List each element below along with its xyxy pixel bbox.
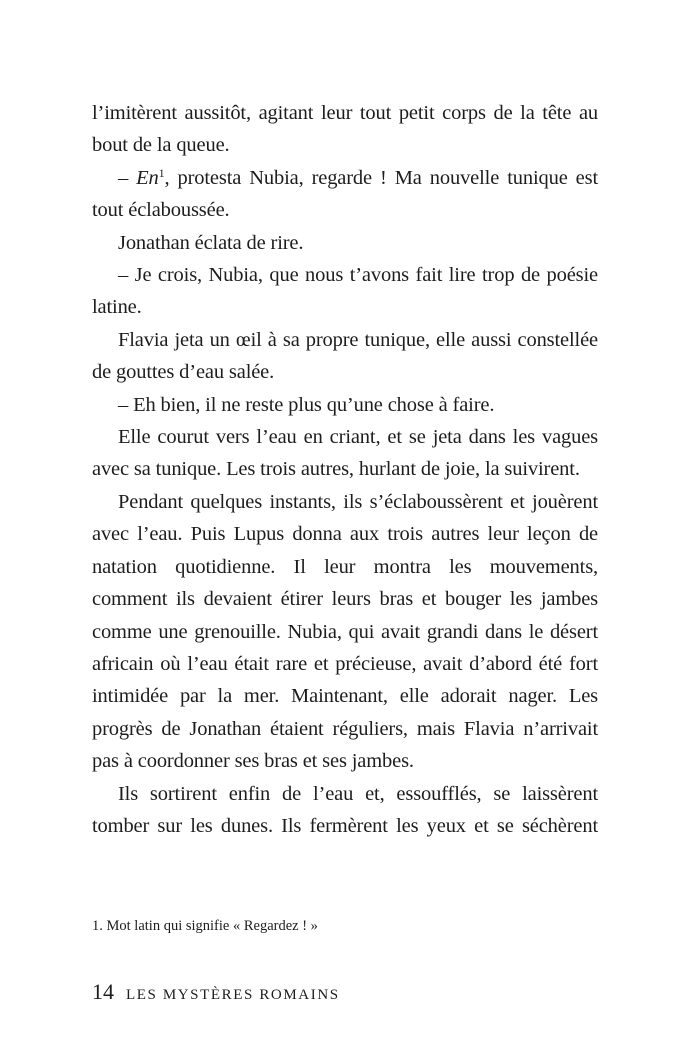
footnote-reference: 1 [158,165,165,180]
paragraph-1: l’imitèrent aussitôt, agitant leur tout petit corps de la tête au bout de la queue. [92,102,598,157]
dialogue-dash: – [118,166,137,189]
paragraph-7: Elle courut vers l’eau en criant, et se jeta dans les vagues avec sa tunique. Les trois autres, hurlant de joie, la suivirent. [92,426,598,481]
paragraph-9: Ils sortirent enfin de l’eau et, essoufflés, se laissèrent tomber sur les dunes. Ils fermèrent les yeux et se séchèrent [92,782,598,837]
latin-word: En [136,166,159,189]
paragraph-2-text: , protesta Nubia, regarde ! Ma nouvelle tunique est tout éclaboussée. [92,166,599,222]
page-number: 14 [92,979,114,1004]
page-footer [92,978,598,1009]
paragraph-3: Jonathan éclata de rire. [118,231,304,254]
paragraph-6: – Eh bien, il ne reste plus qu’une chose à faire. [118,393,495,416]
paragraph-8: Pendant quelques instants, ils s’éclaboussèrent et jouèrent avec l’eau. Puis Lupus donna aux trois autres leur leçon de natation quotidienne. Il leur montra les mouvements, comment ils devaient étirer leurs bras et bouger les jambes comme une grenouille. Nubia, qui avait grandi dans le désert africain où l’eau était rare et précieuse, avait d’abord été fort intimidée par la mer. Maintenant, elle adorait nager. Les progrès de Jonathan étaient réguliers, mais Flavia n’arrivait pas à coordonner ses bras et ses jambes. [92,490,598,773]
paragraph-4: – Je crois, Nubia, que nous t’avons fait lire trop de poésie latine. [92,264,598,319]
paragraph-5: Flavia jeta un œil à sa propre tunique, elle aussi constellée de gouttes d’eau salée. [92,328,598,384]
footnote: 1. Mot latin qui signifie « Regardez ! » [92,918,318,934]
running-title: LES MYSTÈRES ROMAINS [126,987,340,1003]
body-text [92,97,598,842]
paragraph-2 [92,162,598,227]
